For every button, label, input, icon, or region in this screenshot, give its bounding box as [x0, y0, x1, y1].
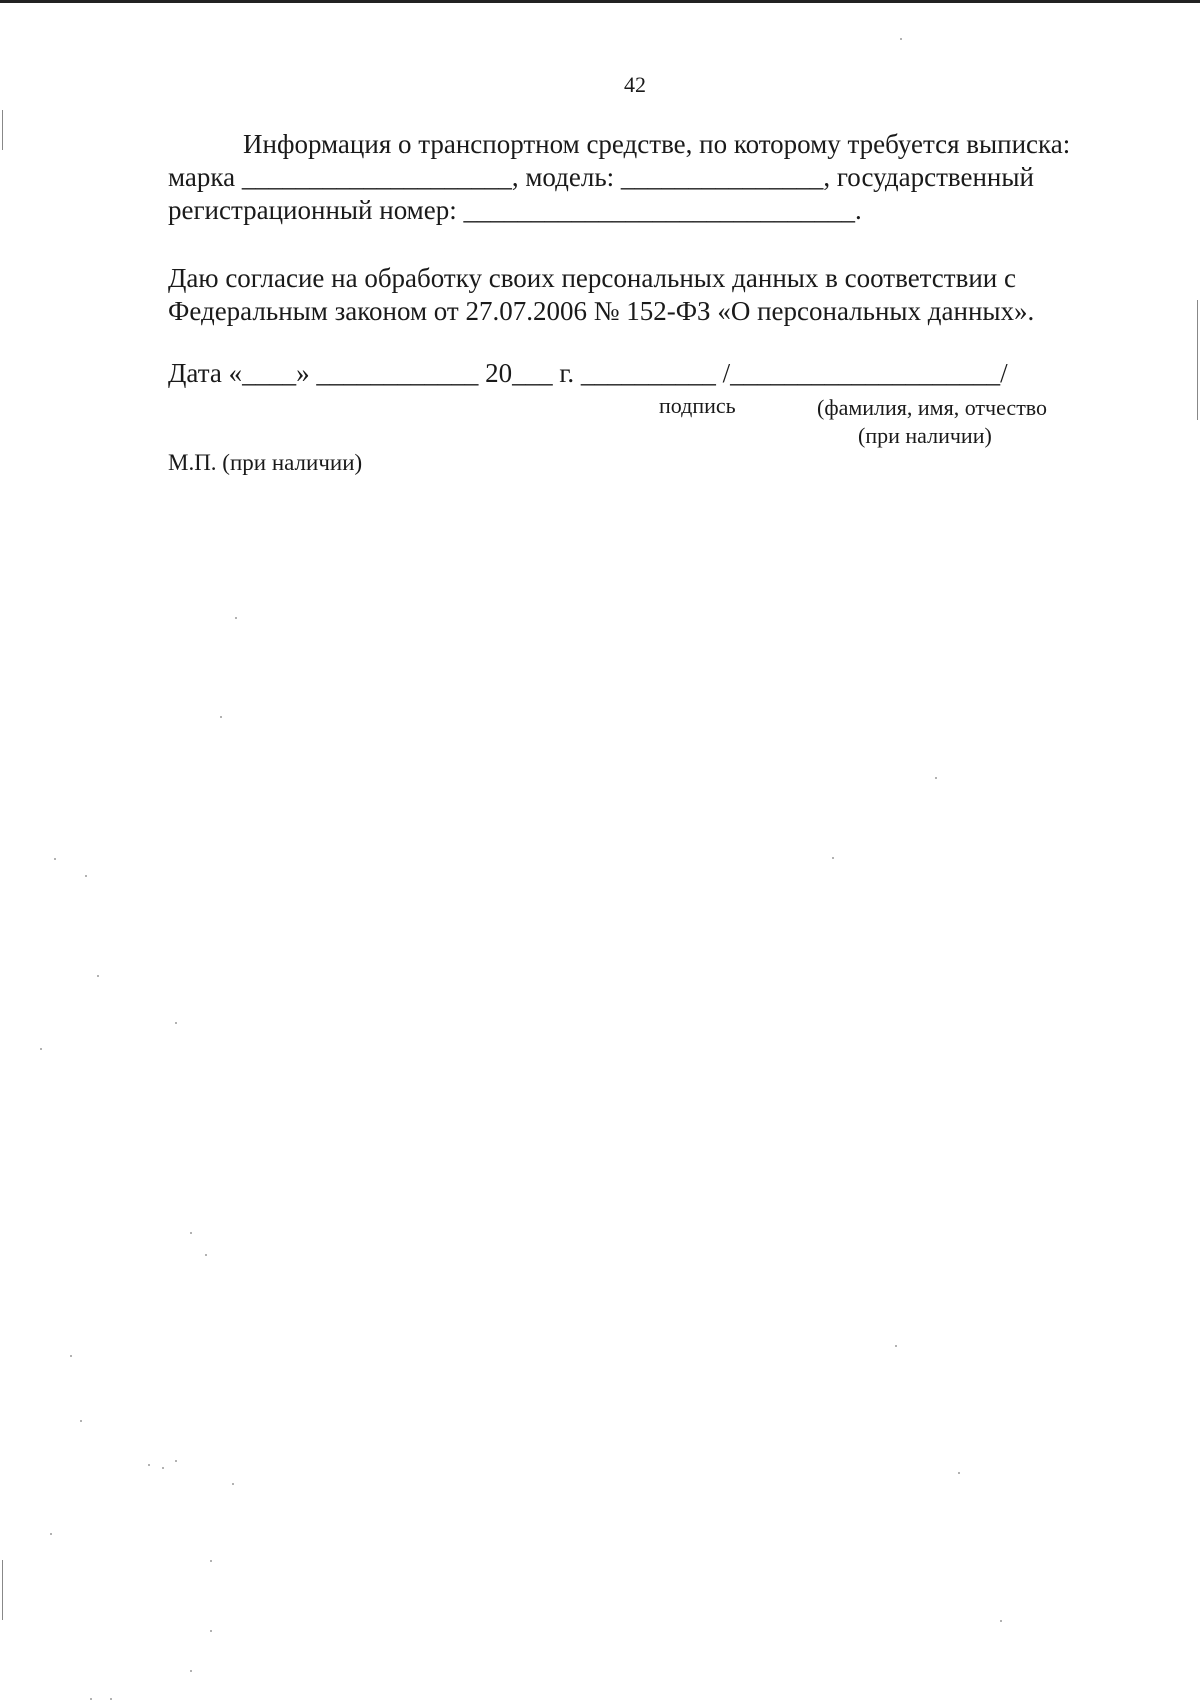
consent-line-2: Федеральным законом от 27.07.2006 № 152-ФЗ «О персональных данных». — [168, 296, 1035, 326]
scan-speck — [935, 777, 937, 779]
scan-edge-mark — [2, 1560, 3, 1620]
scan-speck — [97, 975, 99, 977]
scan-speck — [210, 1630, 212, 1632]
page-number: 42 — [624, 72, 646, 97]
scan-speck — [90, 1698, 92, 1700]
consent-line-1: Даю согласие на обработку своих персональных данных в соответствии с — [168, 263, 1016, 293]
vehicle-info-paragraph — [168, 128, 1128, 227]
scan-speck — [1000, 1620, 1002, 1622]
stamp-note: М.П. (при наличии) — [168, 450, 363, 475]
vehicle-info-line-1: Информация о транспортном средстве, по которому требуется выписка: — [243, 129, 1071, 159]
scan-speck — [80, 1420, 82, 1422]
scan-speck — [162, 1467, 164, 1469]
scan-edge-mark — [1197, 300, 1198, 420]
scan-speck — [832, 857, 834, 859]
scan-speck — [895, 1345, 897, 1347]
top-border — [0, 0, 1200, 3]
scan-speck — [175, 1460, 177, 1462]
consent-paragraph — [168, 262, 1128, 328]
scan-speck — [220, 716, 222, 718]
scan-speck — [110, 1698, 112, 1700]
vehicle-info-line-3: регистрационный номер: _____________________________. — [168, 195, 862, 225]
scan-speck — [235, 617, 237, 619]
scan-edge-mark — [2, 110, 3, 150]
fio-caption-line-2: (при наличии) — [858, 423, 992, 448]
vehicle-info-line-2: марка ____________________, модель: _______________, государственный — [168, 162, 1034, 192]
fio-caption-line-1: (фамилия, имя, отчество — [817, 395, 1048, 420]
scan-speck — [958, 1472, 960, 1474]
scan-speck — [40, 1048, 42, 1050]
scan-speck — [54, 858, 56, 860]
scan-speck — [70, 1355, 72, 1357]
scan-speck — [900, 38, 902, 40]
scan-speck — [175, 1022, 177, 1024]
scan-speck — [190, 1670, 192, 1672]
scan-speck — [190, 1232, 192, 1234]
scan-speck — [205, 1254, 207, 1256]
scan-speck — [50, 1533, 52, 1535]
date-signature-line: Дата «____» ____________ 20___ г. __________ /____________________/ — [168, 358, 1008, 388]
scan-speck — [210, 1560, 212, 1562]
signature-caption: подпись — [659, 393, 736, 418]
scan-speck — [148, 1464, 150, 1466]
scan-speck — [85, 875, 87, 877]
scan-speck — [232, 1483, 234, 1485]
